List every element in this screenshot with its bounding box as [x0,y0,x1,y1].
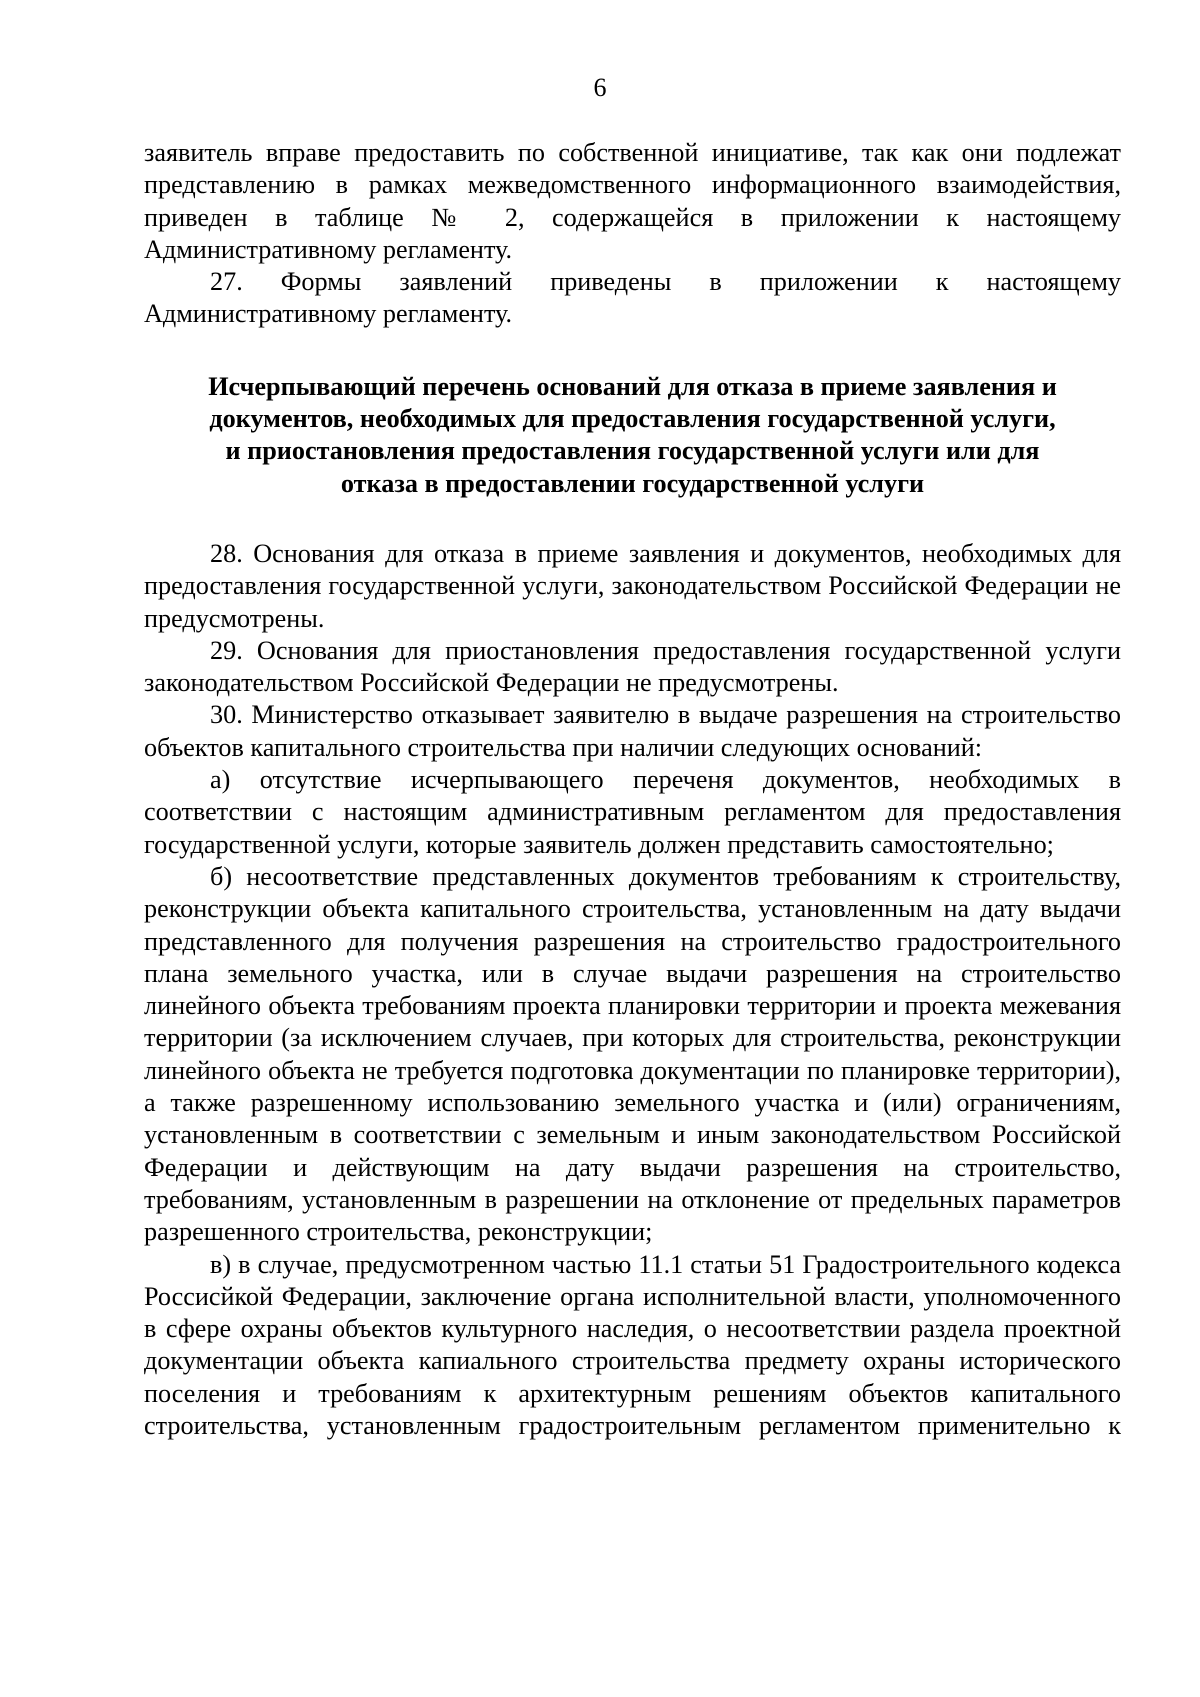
paragraph-27: 27. Формы заявлений приведены в приложении к настоящему Административному регламенту. [144,267,1121,329]
section-heading-line: Исчерпывающий перечень оснований для отказа в приеме заявления и [208,371,1057,401]
page-number: 6 [593,73,607,102]
list-item-a: а) отсутствие исчерпывающего переченя документов, необходимых в соответствии с настоящим административным регламентом для предоставления государственной услуги, которые заявитель должен представить самостоятельно; [144,765,1121,859]
document-body [144,137,1121,1442]
paragraph-28: 28. Основания для отказа в приеме заявления и документов, необходимых для предоставления государственной услуги, законодательством Российской Федерации не предусмотрены. [144,538,1121,633]
section-heading-line: отказа в предоставлении государственной услуги [340,468,925,498]
paragraph-30: 30. Министерство отказывает заявителю в выдаче разрешения на строительство объектов капитального строительства при наличии следующих оснований: [144,700,1121,762]
section-heading-line: документов, необходимых для предоставления государственной услуги, [209,404,1056,434]
list-item-b: б) несоответствие представленных документов требованиям к строительству, реконструкции объекта капитального строительства, установленным на дату выдачи представленного для получения разрешения на строительство градостроительного плана земельного участка, или в случае выдачи разрешения на строительство линейного объекта требованиям проекта планировки территории и проекта межевания территории (за исключением случаев, при которых для строительства, реконструкции линейного объекта не требуется подготовка документации по планировке территории), а также разрешенному использованию земельного участка и (или) ограничениям, установленным в соответствии с земельным и иным законодательством Российской Федерации и действующим на дату выдачи разрешения на строительство, требованиям, установленным в разрешении на отклонение от предельных параметров разрешенного строительства, реконструкции; [144,861,1121,1247]
list-item-v: в) в случае, предусмотренном частью 11.1 статьи 51 Градостроительного кодекса Россиcйкой Федерации, заключение органа исполнительной власти, уполномоченного в сфере охраны объектов культурного наследия, о несоответствии раздела проектной документации объекта капиального строительства предмету охраны исторического поселения и требованиям к архитектурным решениям объектов капитального строительства, установленным градостроительным регламентом применительно к [144,1249,1121,1440]
paragraph-29: 29. Основания для приостановления предоставления государственной услуги законодательством Российской Федерации не предусмотрены. [144,635,1121,698]
section-heading-line: и приостановления предоставления государственной услуги или для [225,436,1040,466]
paragraph-continuation: заявитель вправе предоставить по собственной инициативе, так как они подлежат представлению в рамках межведомственного информационного взаимодействия, приведен в таблице № 2, содержащейся в приложении к настоящему Административному регламенту. [144,138,1121,264]
section-heading [144,371,1121,500]
